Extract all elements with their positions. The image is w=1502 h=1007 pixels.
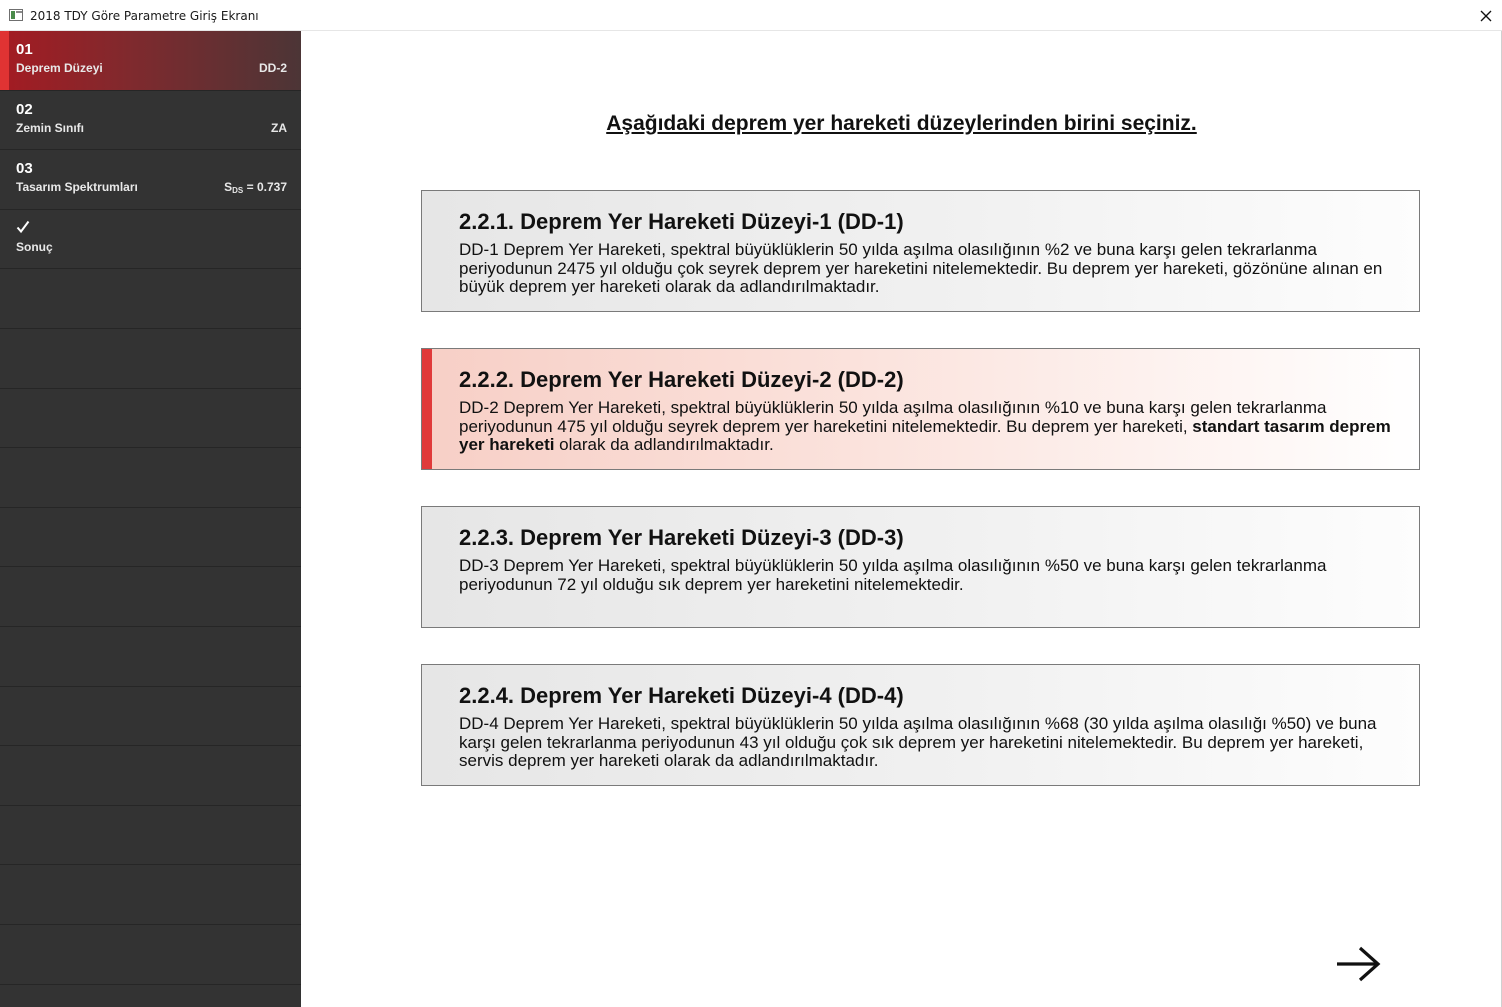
app-icon (9, 9, 23, 21)
card-text: olarak da adlandırılmaktadır. (554, 435, 774, 454)
card-title: 2.2.2. Deprem Yer Hareketi Düzeyi-2 (DD-2) (459, 367, 904, 392)
sidebar-item-label: Deprem Düzeyi (16, 61, 103, 75)
sidebar (0, 31, 301, 1007)
sidebar-empty-row (0, 508, 301, 568)
sds-value (224, 180, 287, 195)
arrow-right-icon[interactable] (1334, 945, 1382, 983)
card-text: DD-2 Deprem Yer Hareketi, spektral büyüklüklerin 50 yılda aşılma olasılığının %10 ve buna karşı gelen tekrarlanma periyodunun 475 yıl olduğu seyrek deprem yer hareketini nitelemektedir. Bu deprem yer hareketi, (459, 398, 1327, 436)
sidebar-item-label: Zemin Sınıfı (16, 120, 85, 135)
sidebar-item-tasarim-spektrumlari[interactable] (0, 150, 301, 210)
card-text-bold: standart tasarım deprem yer hareketi (459, 416, 1391, 454)
sds-symbol: S (224, 180, 233, 195)
sidebar-empty-row (0, 925, 301, 985)
sidebar-empty-row (0, 627, 301, 687)
card-title: 2.2.4. Deprem Yer Hareketi Düzeyi-4 (DD-4) (459, 683, 904, 708)
sidebar-empty-row (0, 865, 301, 925)
sidebar-empty-row (0, 746, 301, 806)
title-bar (0, 0, 1502, 31)
sidebar-empty-row (0, 567, 301, 627)
sidebar-empty-row (0, 389, 301, 449)
sidebar-empty-row (0, 448, 301, 508)
sidebar-item-value: ZA (271, 120, 287, 135)
sidebar-item-value: DD-2 (258, 61, 287, 75)
step-number: 02 (16, 100, 33, 118)
option-card-dd2[interactable] (421, 348, 1420, 470)
sidebar-item-zemin-sinifi[interactable] (0, 91, 301, 151)
card-title: 2.2.1. Deprem Yer Hareketi Düzeyi-1 (DD-1) (459, 209, 904, 234)
card-description: DD-4 Deprem Yer Hareketi, spektral büyüklüklerin 50 yılda aşılma olasılığının %68 (30 yılda aşılma olasılığı %50) ve buna karşı gelen tekrarlanma periyodunun 43 yıl olduğu çok sık deprem yer hareketini nitelemektedir. Bu deprem yer hareketi, servis deprem yer hareketi olarak da adlandırılmaktadır. (459, 714, 1377, 770)
sidebar-empty-row (0, 269, 301, 329)
option-card-dd1[interactable] (421, 190, 1420, 312)
sidebar-empty-row (0, 687, 301, 747)
card-description: DD-3 Deprem Yer Hareketi, spektral büyüklüklerin 50 yılda aşılma olasılığının %50 ve buna karşı gelen tekrarlanma periyodunun 72 yıl olduğu sık deprem yer hareketini nitelemektedir. (459, 556, 1327, 594)
sds-number: = 0.737 (243, 180, 287, 195)
step-number: 01 (16, 41, 33, 58)
check-icon (16, 220, 30, 234)
sidebar-item-deprem-duzeyi[interactable] (0, 31, 301, 91)
page-heading: Aşağıdaki deprem yer hareketi düzeylerinden birini seçiniz. (606, 112, 1197, 135)
active-indicator (0, 31, 9, 90)
option-card-dd4[interactable] (421, 664, 1420, 786)
card-description (459, 399, 1409, 455)
step-number: 03 (16, 160, 33, 178)
option-card-dd3[interactable] (421, 506, 1420, 628)
sidebar-item-sonuc[interactable] (0, 210, 301, 270)
sidebar-empty-row (0, 329, 301, 389)
main-panel (301, 31, 1502, 1007)
sds-subscript: DS (232, 186, 244, 196)
card-description: DD-1 Deprem Yer Hareketi, spektral büyüklüklerin 50 yılda aşılma olasılığının %2 ve buna karşı gelen tekrarlanma periyodunun 2475 yıl olduğu çok seyrek deprem yer hareketini nitelemektedir. Bu deprem yer hareketi, gözönüne alınan en büyük deprem yer hareketi olarak da adlandırılmaktadır. (459, 240, 1383, 296)
card-title: 2.2.3. Deprem Yer Hareketi Düzeyi-3 (DD-3) (459, 525, 904, 550)
sidebar-empty-row (0, 806, 301, 866)
sidebar-item-label: Sonuç (16, 239, 53, 254)
close-button[interactable] (1470, 0, 1502, 31)
close-icon (1480, 10, 1492, 22)
window-title: 2018 TDY Göre Parametre Giriş Ekranı (30, 9, 259, 23)
sidebar-item-label: Tasarım Spektrumları (16, 180, 138, 195)
selected-indicator (422, 349, 432, 469)
